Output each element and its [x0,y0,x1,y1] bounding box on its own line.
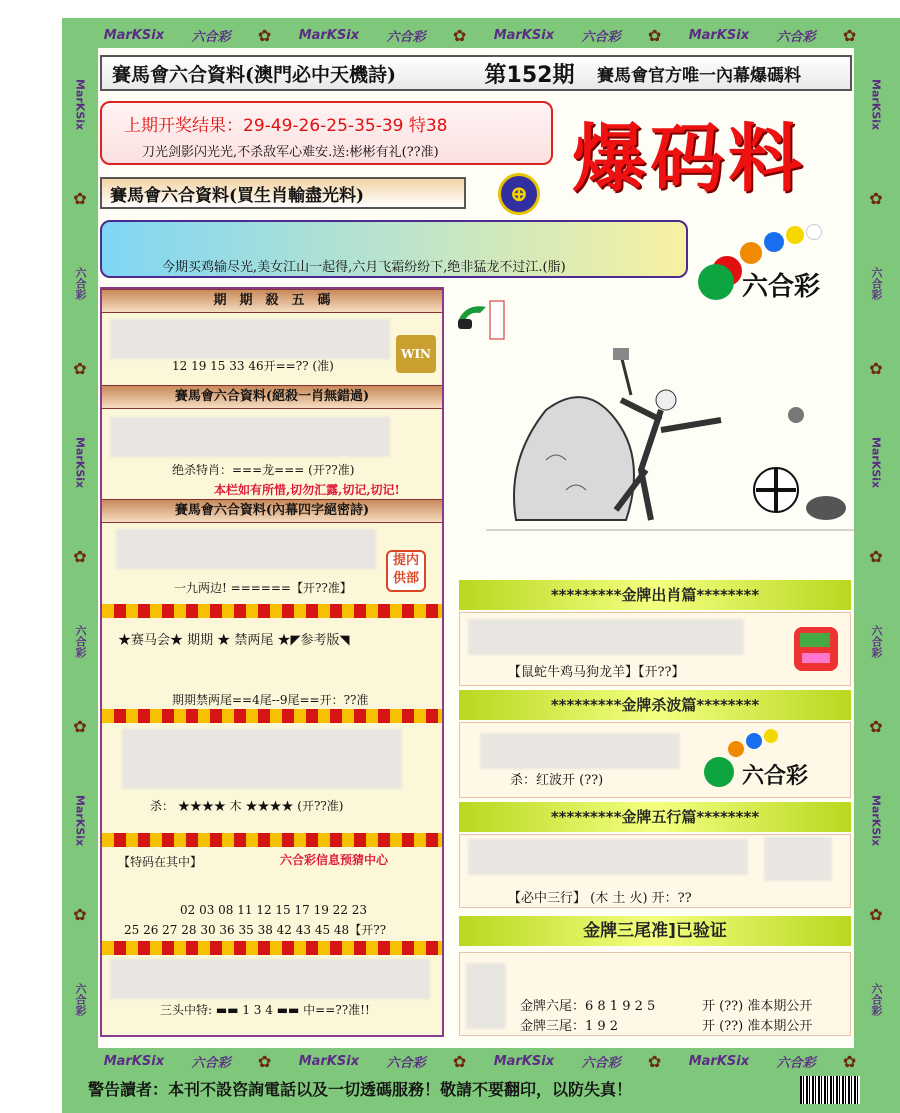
header-right-title: 賽馬會官方唯一內幕爆碼料 [597,65,801,86]
bar-gold-animal: *********金牌出肖篇******** [459,580,851,610]
last-result-box [100,101,553,165]
three-tail-open: 开 (??) 准本期公开 [702,1019,813,1034]
bar-gold-five: *********金牌五行篇******** [459,802,851,832]
section-title-animals: 賽馬會六合資料(買生肖輸盡光料) [100,177,466,209]
brand-cn: 六合彩 [776,29,816,45]
bar-secret-poem: 賽馬會六合資料(內幕四字絕密詩) [102,499,442,523]
panel-gold-wave [459,722,851,798]
last-result-poem: 刀光剑影闪光光,不杀敌军心难安.送:彬彬有礼(??准) [142,145,439,160]
dot-icon [764,729,778,743]
blurred-area [110,417,390,457]
kill-five-numbers: 12 19 15 33 46开==?? (准) [172,359,334,373]
flower-icon: ✿ [869,189,883,209]
brand-cn: 六合彩 [870,267,883,301]
blurred-area [480,733,680,769]
blurred-area [116,529,376,569]
barcode-icon [800,1076,860,1104]
blurred-area [466,963,506,1029]
brand-text: MarKSix [688,1053,750,1069]
five-element-text: 【必中三行】 (木 土 火) 开：?? [508,891,692,906]
issue-number: 第152期 [484,62,575,88]
brand-text: MarKSix [869,437,883,489]
brand-text: MarKSix [103,1053,165,1069]
brand-cn: 六合彩 [776,1055,816,1071]
warning-red-text: 本栏如有所惜,切勿汇露,切记,切记! [214,483,400,497]
dot-icon [746,733,762,749]
win-badge-icon: WIN [396,335,436,373]
brand-cn: 六合彩 [386,1055,426,1071]
brand-text: MarKSix [493,27,555,43]
panel-gold-animal [459,612,851,686]
dot-icon [806,224,822,240]
dot-icon [786,226,804,244]
reader-warning: 警告讀者：本刊不設咨詢電話以及一切透碼服務！敬請不要翻印，以防失真！ [88,1080,633,1099]
flower-icon: ✿ [73,904,87,924]
ban-tail-text: 期期禁两尾==4尾--9尾==开：??准 [172,693,369,707]
blurred-area [468,839,748,875]
dot-icon [728,741,744,757]
fist-money-icon [786,619,846,679]
brand-text: MarKSix [298,27,360,43]
flower-icon: ✿ [842,1051,857,1071]
special-in-text: 【特码在其中】 [118,855,203,869]
decorative-border [102,941,442,955]
flower-icon: ✿ [257,1051,272,1071]
brand-text: MarKSix [73,794,87,846]
brand-cn: 六合彩 [74,982,87,1016]
flower-icon: ✿ [452,1051,467,1071]
flower-icon: ✿ [73,716,87,736]
flower-icon: ✿ [869,904,883,924]
dot-icon [704,757,734,787]
three-head-text: 三头中特: ▬▬ 1 3 4 ▬▬ 中==??准!! [160,1003,370,1017]
bar-kill-five: 期 期 殺 五 碼 [102,289,442,313]
bar-kill-animal: 賽馬會六合資料(絕殺一肖無錯過) [102,385,442,409]
top-strip [90,20,870,50]
kicking-man-illustration [486,340,856,546]
brand-text: MarKSix [493,1053,555,1069]
number-row: 02 03 08 11 12 15 17 19 22 23 [180,903,368,917]
left-column [100,287,444,1037]
last-result: 上期开奖结果：29-49-26-25-35-39 特38 [124,116,448,136]
blurred-area [110,319,390,359]
panel-gold-tail [459,952,851,1036]
coin-logo-icon: ⊕ [498,173,540,215]
ban-tail-title: ★赛马会★ 期期 ★ 禁两尾 ★◤参考版◥ [118,633,350,648]
flower-icon: ✿ [452,25,467,45]
blurred-area [122,729,402,789]
number-row: 25 26 27 28 30 36 35 38 42 43 45 48【开?? [124,923,387,937]
decorative-border [102,833,442,847]
dot-icon [740,242,762,264]
flower-icon: ✿ [869,547,883,567]
brand-text: MarKSix [688,27,750,43]
liuhe-logo-text: 六合彩 [742,764,809,789]
kill-wood-text: 杀： ★★★★ 木 ★★★★ (开??准) [150,799,344,813]
right-strip [862,50,890,1045]
flower-icon: ✿ [73,189,87,209]
header-bar [100,55,852,91]
flower-icon: ✿ [647,25,662,45]
flower-icon: ✿ [73,547,87,567]
blurred-area [764,837,832,881]
brand-cn: 六合彩 [386,29,426,45]
flower-icon: ✿ [869,359,883,379]
brand-text: MarKSix [869,794,883,846]
brand-text: MarKSix [869,79,883,131]
liuhe-logo-text: 六合彩 [742,272,821,302]
poem-text: 今期买鸡输尽光,美女江山一起得,六月飞霜纷纷下,绝非猛龙不过江.(脂) [162,260,566,275]
poem-box [100,220,688,278]
dot-icon [764,232,784,252]
brand-cn: 六合彩 [581,1055,621,1071]
six-tail-text: 金牌六尾：6 8 1 9 2 5 [520,999,656,1014]
bar-gold-wave: *********金牌杀波篇******** [459,690,851,720]
dot-icon [698,264,734,300]
brand-text: MarKSix [103,27,165,43]
flower-icon: ✿ [647,1051,662,1071]
decorative-border [102,604,442,618]
blurred-area [110,959,430,999]
flower-icon: ✿ [257,25,272,45]
left-strip [66,50,94,1045]
brand-cn: 六合彩 [581,29,621,45]
bottom-strip [90,1046,870,1076]
flower-icon: ✿ [842,25,857,45]
decorative-border [102,709,442,723]
brand-text: MarKSix [73,437,87,489]
flower-icon: ✿ [73,359,87,379]
side-line-text: 一九两边! ======【开??准】 [174,581,352,595]
internal-stamp: 提内供部 [386,550,426,592]
pointing-hand-icon [454,297,506,343]
brand-cn: 六合彩 [74,267,87,301]
kill-animal-text: 绝杀特肖：===龙=== (开??准) [172,463,355,477]
brand-text: MarKSix [298,1053,360,1069]
gold-animals-text: 【鼠蛇牛鸡马狗龙羊】【开??】 [508,665,685,680]
big-title: 爆码料 [572,116,806,202]
brand-cn: 六合彩 [191,29,231,45]
brand-cn: 六合彩 [870,624,883,658]
brand-cn: 六合彩 [870,982,883,1016]
six-tail-open: 开 (??) 准本期公开 [702,999,813,1014]
kill-wave-text: 杀：红波开 (??) [510,773,604,788]
blurred-area [468,619,744,655]
brand-cn: 六合彩 [74,624,87,658]
panel-gold-five [459,834,851,908]
center-red-text: 六合彩信息预猜中心 [280,853,389,867]
brand-cn: 六合彩 [191,1055,231,1071]
header-left-title: 賽馬會六合資料(澳門必中天機詩) [112,63,396,86]
bar-gold-tail: 金牌三尾准]已验证 [459,916,851,946]
brand-text: MarKSix [73,79,87,131]
three-tail-text: 金牌三尾：1 9 2 [520,1019,619,1034]
flower-icon: ✿ [869,716,883,736]
